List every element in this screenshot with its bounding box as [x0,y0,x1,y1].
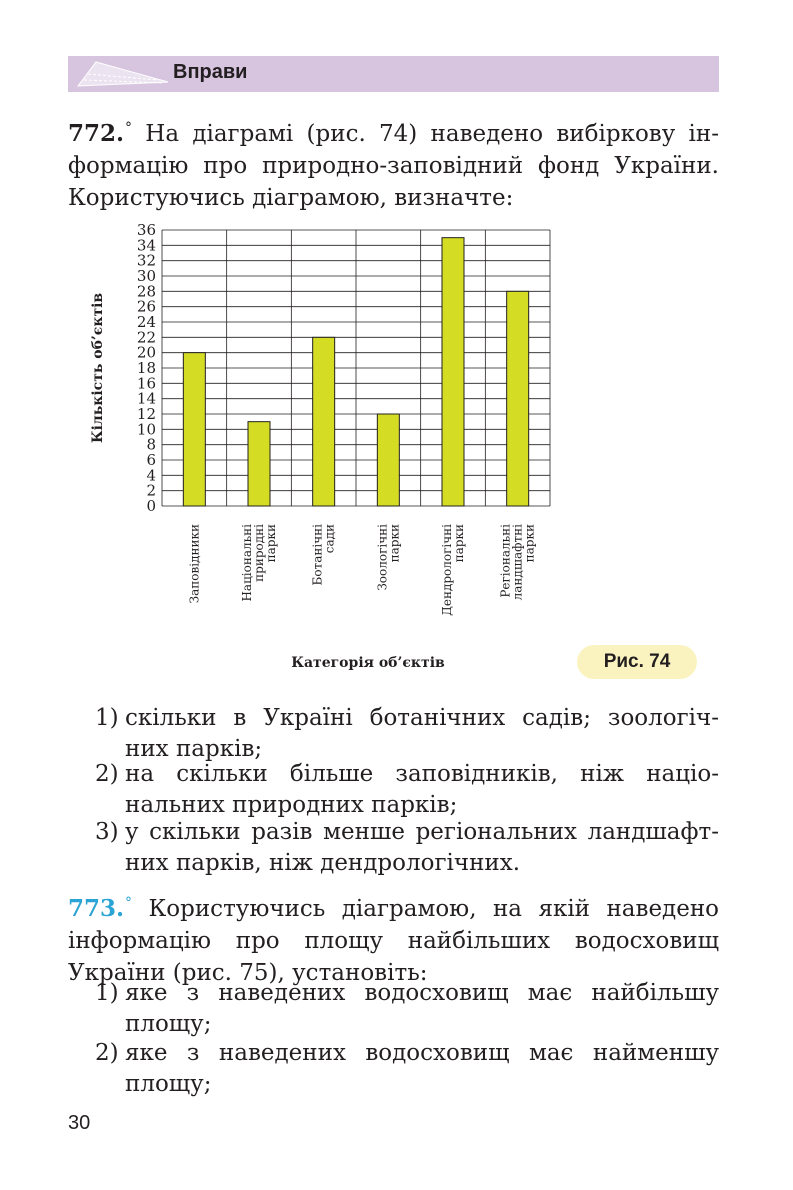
y-tick-label: 20 [136,343,156,362]
list-item-number: 1) [95,980,119,1006]
exercise-773-text [68,887,719,989]
chart-y-ticks [137,221,156,515]
list-item-line: площу; [125,1011,212,1037]
chart-x-ticks [187,524,536,616]
y-tick-label: 10 [136,420,156,439]
section-title: Вправи [173,61,248,83]
x-tick-label: ландшафтні [510,524,525,601]
exercise-772-item-3 [95,817,719,879]
y-tick-label: 4 [146,466,156,485]
y-tick-label: 36 [136,221,156,239]
y-tick-label: 18 [136,359,156,377]
exercise-772-number-text: 772. [68,120,125,147]
list-item-line: них парків; [125,736,263,762]
x-tick-label: сади [322,524,337,554]
x-tick-label: Національні [240,524,254,602]
list-item-line: скільки в Україні ботанічних садів; зоологіч- [125,705,719,731]
list-item-line: площу; [125,1071,212,1097]
list-item-text [125,703,719,765]
exercise-773-line-3: України (рис. 75), установіть: [68,960,428,986]
list-item-number: 1) [95,705,119,731]
exercise-772-line-3: Користуючись діаграмою, визначте: [68,185,514,211]
y-tick-label: 12 [136,405,156,423]
exercise-773-item-1 [95,978,719,1040]
exercise-772-line-1-text: На діаграмі (рис. 74) наведено вибіркову ін- [145,121,719,147]
y-tick-label: 22 [136,328,156,347]
exercise-772-line-2: формацію про природно-заповідний фонд України. [68,153,719,179]
y-tick-label: 30 [136,267,156,285]
x-tick-label: парки [522,524,537,563]
x-tick-label: парки [452,524,466,563]
y-tick-label: 34 [136,236,156,255]
exercise-773-number [68,895,132,922]
x-tick-label: Ботанічні [310,524,325,586]
chart-grid [162,230,550,506]
exercise-772-item-1 [95,703,719,765]
list-item-number: 2) [95,761,119,787]
y-tick-label: 6 [146,451,156,469]
list-item-text [125,817,719,879]
list-item-line: нальних природних парків; [125,792,458,818]
exercise-772-number [68,120,132,147]
y-tick-label: 14 [136,389,156,408]
exercise-773-line-1-text: Користуючись діаграмою, на якій наведено [148,896,720,922]
chart-x-axis-label: Категорія об’єктів [291,655,445,671]
bar-chart [80,220,580,671]
x-tick-label: Заповідники [187,524,202,604]
list-item-line: на скільки більше заповідників, ніж націо- [125,761,719,787]
list-item-line: у скільки разів менше регіональних ландшафт- [125,819,719,845]
y-tick-label: 32 [136,251,156,270]
bar [377,414,399,506]
exercise-772-item-2 [95,759,719,821]
exercise-773-line-1 [68,887,719,925]
header-decoration-icon [78,60,168,88]
x-tick-label: парки [387,524,402,563]
exercise-772-text [68,112,719,214]
x-tick-label: природні [252,524,266,582]
x-tick-label: Дендрологічні [440,524,454,616]
list-item-line: яке з наведених водосховищ має найбільшу [125,980,719,1006]
x-tick-label: Регіональні [498,524,513,598]
chart-y-axis-label: Кількість об’єктів [90,292,106,444]
bar [248,422,270,506]
y-tick-label: 24 [136,313,156,331]
y-tick-label: 28 [136,282,156,301]
exercise-773-number-text: 773. [68,895,125,922]
y-tick-label: 0 [146,497,156,515]
list-item-text [125,1038,719,1100]
figure-label: Рис. 74 [577,645,697,679]
y-tick-label: 2 [146,481,156,500]
section-header [68,56,719,92]
bar [313,337,335,506]
bar [442,238,464,506]
list-item-text [125,978,719,1040]
list-item-text [125,759,719,821]
degree-mark: ° [125,895,133,911]
page-number: 30 [68,1112,91,1134]
list-item-number: 3) [95,819,119,845]
bar [507,291,529,506]
exercise-772-line-1 [68,112,719,150]
y-tick-label: 8 [146,435,156,454]
y-tick-label: 16 [136,374,156,393]
exercise-773-item-2 [95,1038,719,1100]
bar [183,353,205,506]
degree-mark: ° [125,120,133,136]
exercise-773-line-2: інформацію про площу найбільших водосховищ [68,928,719,954]
x-tick-label: Зоологічні [375,524,390,591]
list-item-number: 2) [95,1040,119,1066]
list-item-line: яке з наведених водосховищ має найменшу [125,1040,719,1066]
list-item-line: них парків, ніж дендрологічних. [125,850,521,876]
y-tick-label: 26 [136,297,156,316]
x-tick-label: парки [264,524,278,563]
